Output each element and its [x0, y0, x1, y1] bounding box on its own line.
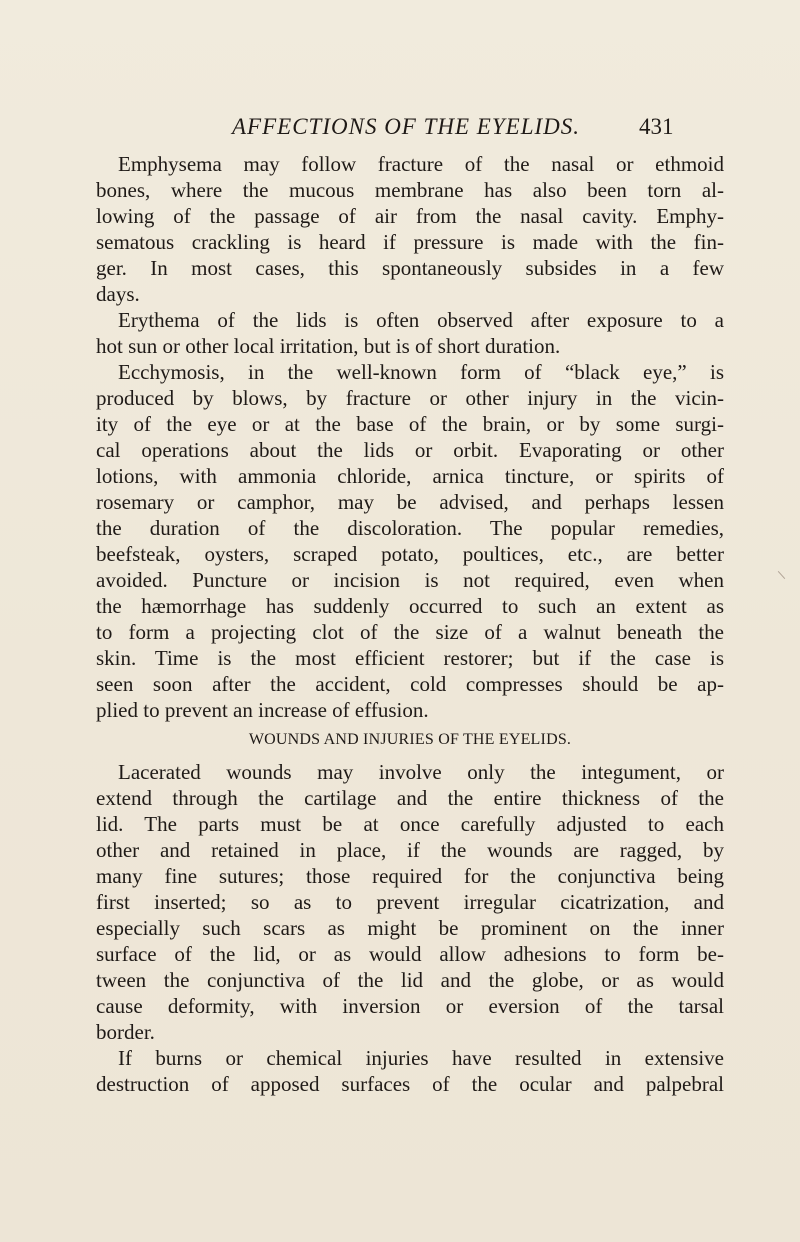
text-line: Erythema of the lids is often observed after exposure to a — [118, 308, 724, 332]
text-line: hot sun or other local irritation, but is of short duration. — [96, 334, 561, 358]
text-line: the hæmorrhage has suddenly occurred to such an extent as — [96, 594, 724, 618]
text-line: avoided. Puncture or incision is not required, even when — [96, 568, 724, 592]
paragraph-ecchymosis — [96, 359, 724, 723]
text-line: sematous crackling is heard if pressure is made with the fin- — [96, 230, 724, 254]
text-line: many fine sutures; those required for the conjunctiva being — [96, 864, 724, 888]
text-line: skin. Time is the most efficient restorer; but if the case is — [96, 646, 724, 670]
paragraph-emphysema — [96, 151, 724, 307]
text-line: other and retained in place, if the wounds are ragged, by — [96, 838, 724, 862]
text-line: seen soon after the accident, cold compresses should be ap- — [96, 672, 724, 696]
text-line: plied to prevent an increase of effusion. — [96, 698, 429, 722]
text-line: destruction of apposed surfaces of the ocular and palpebral — [96, 1072, 724, 1096]
text-line: If burns or chemical injuries have resulted in extensive — [118, 1046, 724, 1070]
text-line: beefsteak, oysters, scraped potato, poultices, etc., are better — [96, 542, 724, 566]
body-text — [96, 151, 724, 1097]
paragraph-erythema — [96, 307, 724, 359]
running-head — [232, 114, 672, 148]
text-line: border. — [96, 1020, 155, 1044]
text-line: to form a projecting clot of the size of a walnut beneath the — [96, 620, 724, 644]
text-line: lid. The parts must be at once carefully adjusted to each — [96, 812, 724, 836]
text-line: lotions, with ammonia chloride, arnica tincture, or spirits of — [96, 464, 724, 488]
text-line: bones, where the mucous membrane has also been torn al- — [96, 178, 724, 202]
text-line: cal operations about the lids or orbit. Evaporating or other — [96, 438, 724, 462]
text-line: ity of the eye or at the base of the brain, or by some surgi- — [96, 412, 724, 436]
text-line: surface of the lid, or as would allow adhesions to form be- — [96, 942, 724, 966]
paragraph-wounds — [96, 759, 724, 1045]
page-number: 431 — [639, 114, 674, 139]
text-line: produced by blows, by fracture or other injury in the vicin- — [96, 386, 724, 410]
text-line: the duration of the discoloration. The popular remedies, — [96, 516, 724, 540]
text-line: first inserted; so as to prevent irregular cicatrization, and — [96, 890, 724, 914]
margin-mark — [778, 571, 785, 579]
paragraph-burns — [96, 1045, 724, 1097]
text-line: days. — [96, 282, 140, 306]
text-line: rosemary or camphor, may be advised, and perhaps lessen — [96, 490, 724, 514]
text-line: Emphysema may follow fracture of the nasal or ethmoid — [118, 152, 724, 176]
text-line: extend through the cartilage and the entire thickness of the — [96, 786, 724, 810]
text-line: lowing of the passage of air from the nasal cavity. Emphy- — [96, 204, 724, 228]
text-line: cause deformity, with inversion or eversion of the tarsal — [96, 994, 724, 1018]
text-line: Ecchymosis, in the well-known form of “black eye,” is — [118, 360, 724, 384]
section-heading: WOUNDS AND INJURIES OF THE EYELIDS. — [248, 731, 572, 748]
text-line: especially such scars as might be prominent on the inner — [96, 916, 724, 940]
text-line: tween the conjunctiva of the lid and the globe, or as would — [96, 968, 724, 992]
running-title: AFFECTIONS OF THE EYELIDS. — [232, 114, 580, 139]
text-line: ger. In most cases, this spontaneously subsides in a few — [96, 256, 724, 280]
text-line: Lacerated wounds may involve only the integument, or — [118, 760, 724, 784]
